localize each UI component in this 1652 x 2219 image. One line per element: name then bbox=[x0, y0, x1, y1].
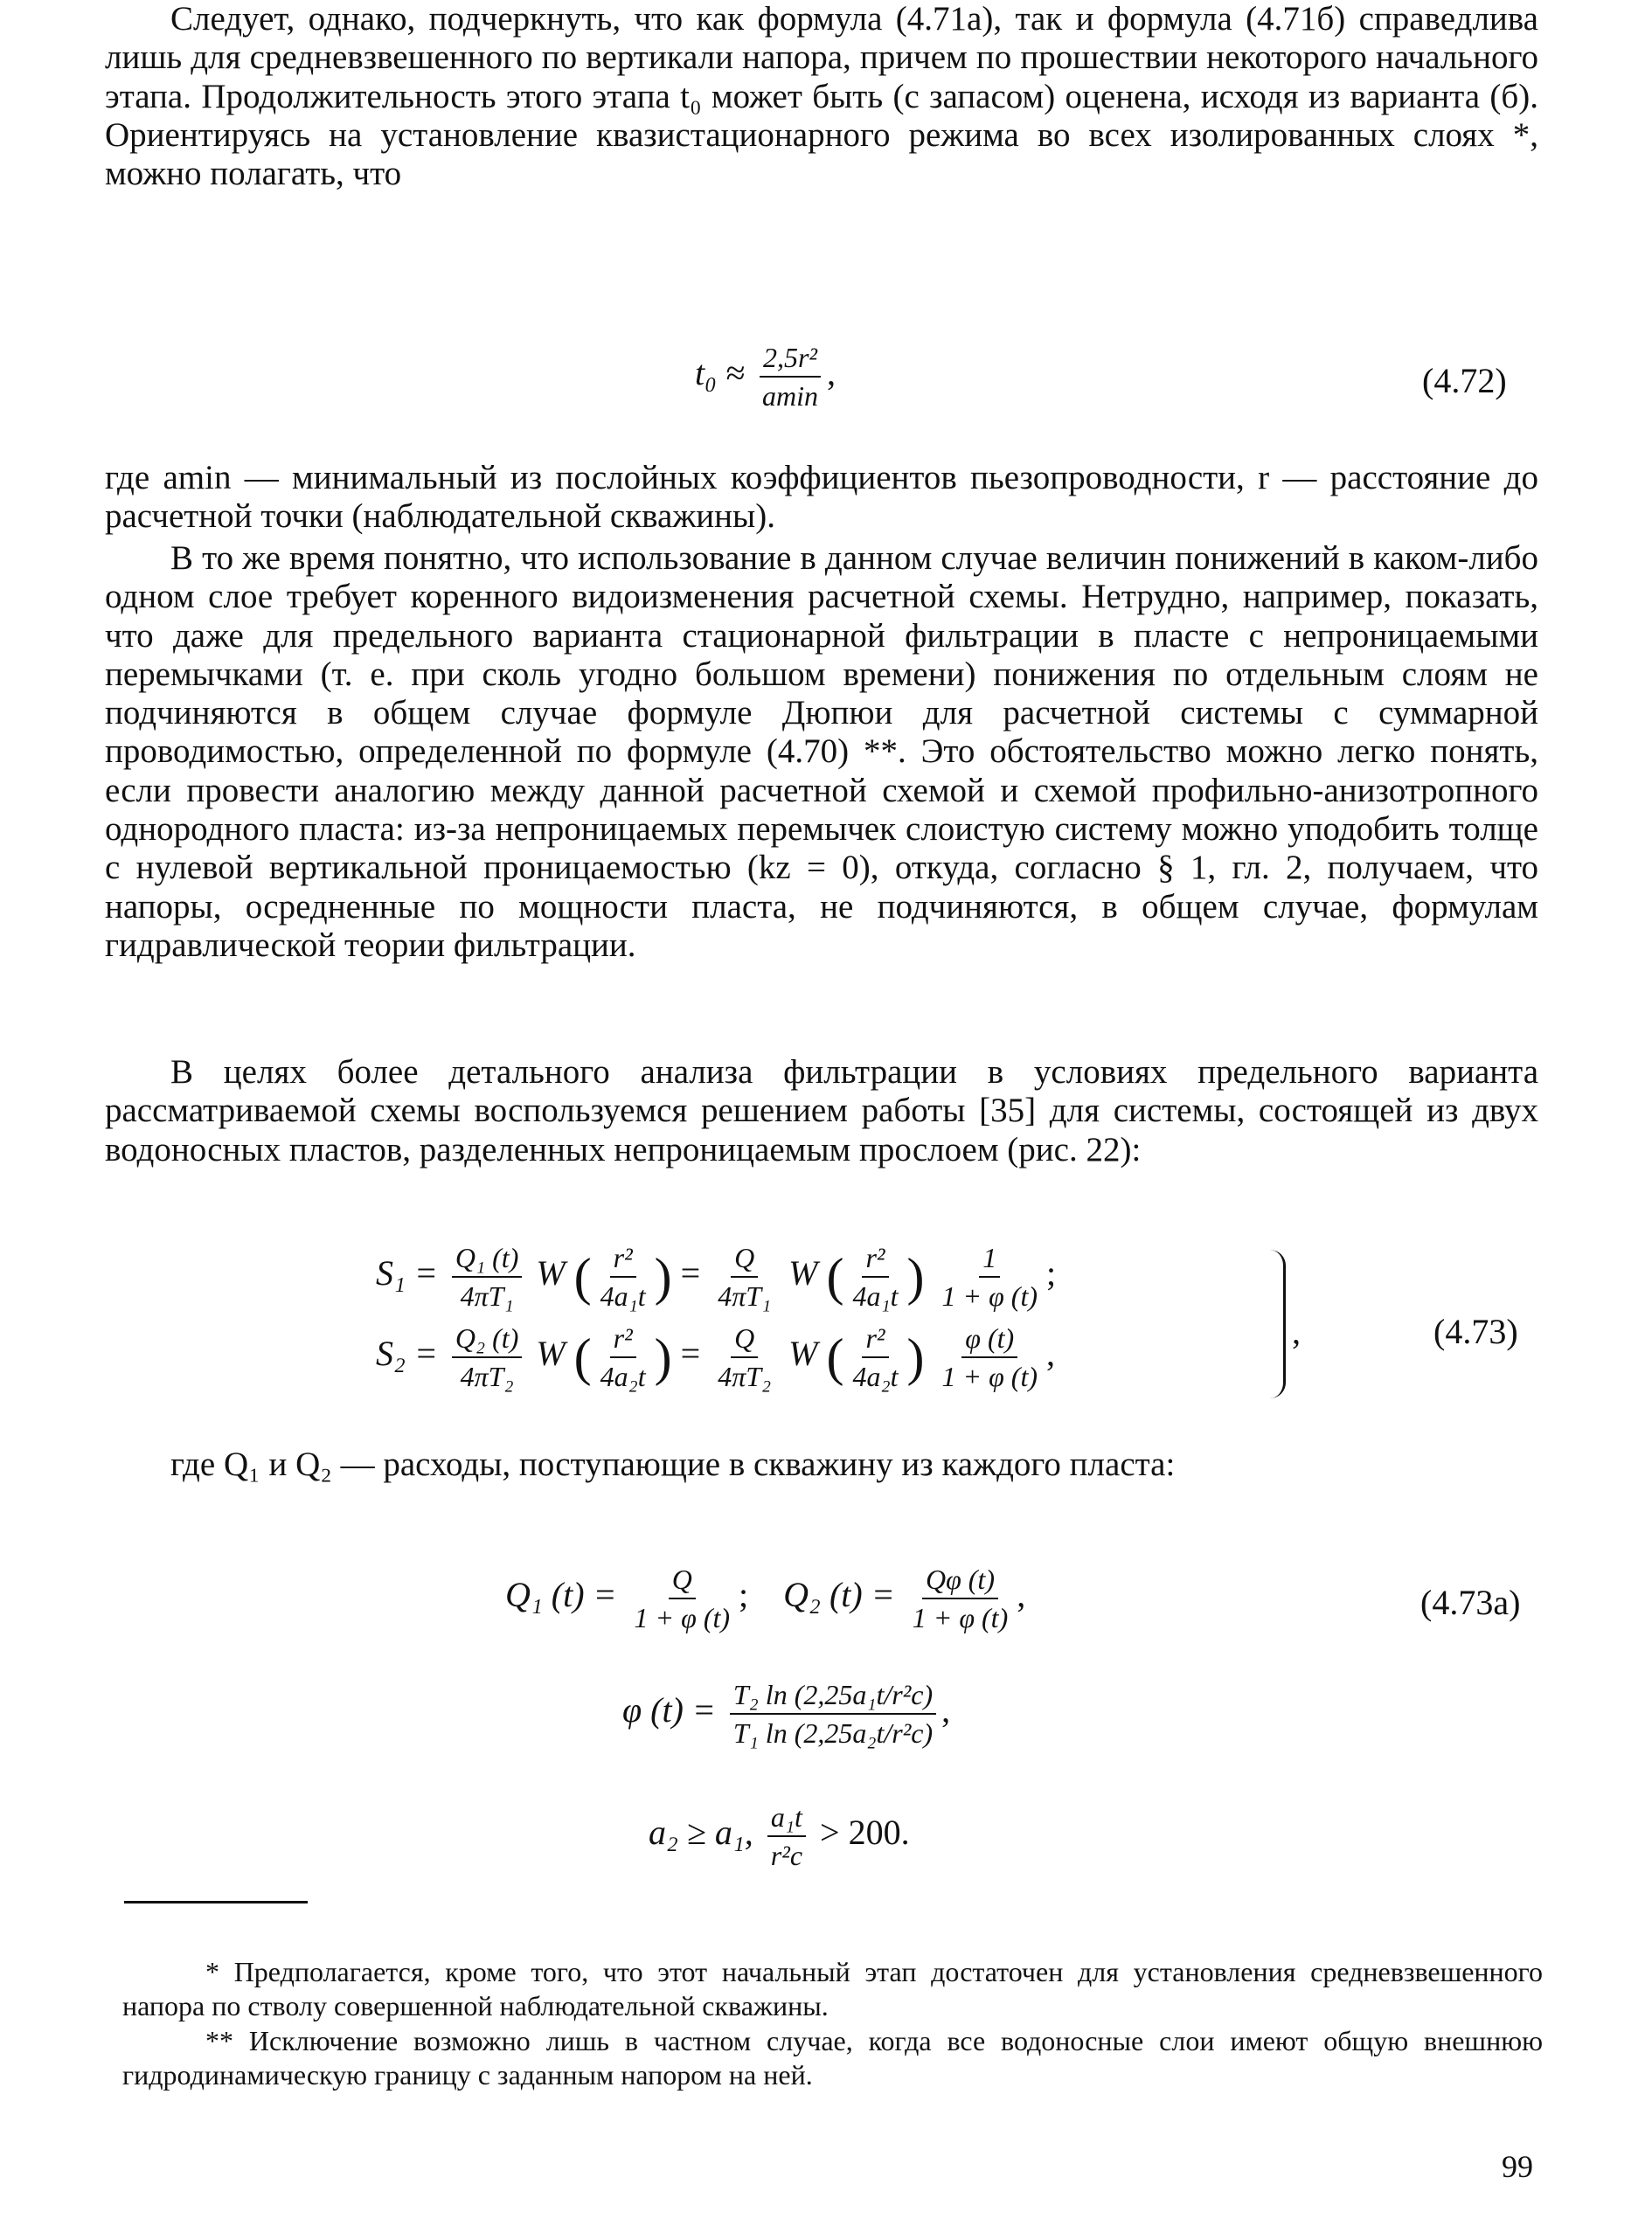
equation-4-72: t₀ ≈ $\frac{\text{2,5r²}}{amin}$ , bbox=[695, 342, 836, 412]
equation-phi: φ (t) = $\frac{\text{T₂ ln (2,25a₁t/r²с)}}{\text{T₁ ln (2,25a₂t/r²с)}}$ , bbox=[622, 1679, 951, 1749]
footnote-rule bbox=[124, 1901, 308, 1903]
fraction: $\frac{\text{2,5r²}}{amin}$ bbox=[759, 341, 822, 413]
equation-label-4-72: (4.72) bbox=[1422, 361, 1507, 400]
equation-4-73-line-2: S₂ = $\frac{\text{Q₂ (t)}}{\text{4πT₂}}$ W ( $\frac{\text{r²}}{\text{4a₂t}}$ ) = $\frac{Q}{\text{4πT₂}}$ W ( $\frac{\text{r²}}{\text{4a₂t}}$ ) $\frac{\varphi (t)}{1 + \varphi (t)}$ , bbox=[376, 1322, 1055, 1392]
brace-comma: , bbox=[1292, 1312, 1301, 1351]
paragraph-5: где Q₁ и Q₂ — расходы, поступающие в скважину из каждого пласта: bbox=[170, 1446, 1176, 1483]
page-number: 99 bbox=[1502, 2149, 1533, 2184]
paragraph-2: где amin — минимальный из послойных коэффициентов пьезопроводности, r — расстояние до расчетной точки (наблюдательной скважины). bbox=[105, 459, 1538, 536]
equation-4-73-line-1: S₁ = $\frac{\text{Q₁ (t)}}{\text{4πT₁}}$ W ( $\frac{\text{r²}}{\text{4a₁t}}$ ) = $\frac{Q}{\text{4πT₁}}$ W ( $\frac{\text{r²}}{\text{4a₁t}}$ ) $\frac{1}{1 + \varphi (t)}$ ; bbox=[376, 1242, 1057, 1312]
paragraph-1: Следует, однако, подчеркнуть, что как формула (4.71а), так и формула (4.71б) справедлива лишь для средневзвешенного по вертикали напора, причем по прошествии некоторого начального этапа. Продолжительность этого этапа t₀ может быть (с запасом) оценена, исходя из варианта (б). Ориентируясь на установление квазистационарного режима во всех изолированных слоях *, можно полагать, что bbox=[105, 0, 1538, 193]
equation-label-4-73a: (4.73а) bbox=[1420, 1583, 1521, 1622]
equation-4-73a: Q₁ (t) = $\frac{Q}{1 + \varphi (t)}$ ; Q₂ (t) = $\frac{Q\varphi (t)}{1 + \varphi (t)}$ , bbox=[505, 1564, 1026, 1633]
paragraph-3: В то же время понятно, что использование в данном случае величин понижений в каком-либо одном слое требует коренного видоизменения расчетной схемы. Нетрудно, например, показать, что даже для предельного варианта стационарной фильтрации в пласте с непроницаемыми перемычками (т. е. при сколь угодно большом времени) понижения по отдельным слоям не подчиняются в общем случае формуле Дюпюи для расчетной системы с суммарной проводимостью, определенной по формуле (4.70) **. Это обстоятельство можно легко понять, если провести аналогию между данной расчетной схемой и схемой профильно-анизотропного однородного пласта: из-за непроницаемых перемычек слоистую систему можно уподобить толще с нулевой вертикальной проницаемостью (kz = 0), откуда, согласно § 1, гл. 2, получаем, что напоры, осредненные по мощности пласта, не подчиняются, в общем случае, формулам гидравлической теории фильтрации. bbox=[105, 539, 1538, 964]
footnote-2: ** Исключение возможно лишь в частном случае, когда все водоносные слои имеют общую внешнюю гидродинамическую границу с заданным напором на ней. bbox=[122, 2025, 1543, 2091]
paragraph-4: В целях более детального анализа фильтрации в условиях предельного варианта рассматриваемой схемы воспользуемся решением работы [35] для системы, состоящей из двух водоносных пластов, разделенных непроницаемым прослоем (рис. 22): bbox=[105, 1053, 1538, 1168]
equation-label-4-73: (4.73) bbox=[1433, 1312, 1518, 1351]
right-brace bbox=[1260, 1250, 1286, 1398]
equation-condition: a₂ ≥ a₁, $\frac{\text{a₁t}}{\text{r²с}}$ > 200. bbox=[649, 1801, 910, 1871]
footnote-1: * Предполагается, кроме того, что этот начальный этап достаточен для установления средневзвешенного напора по стволу совершенной наблюдательной скважины. bbox=[122, 1956, 1543, 2021]
